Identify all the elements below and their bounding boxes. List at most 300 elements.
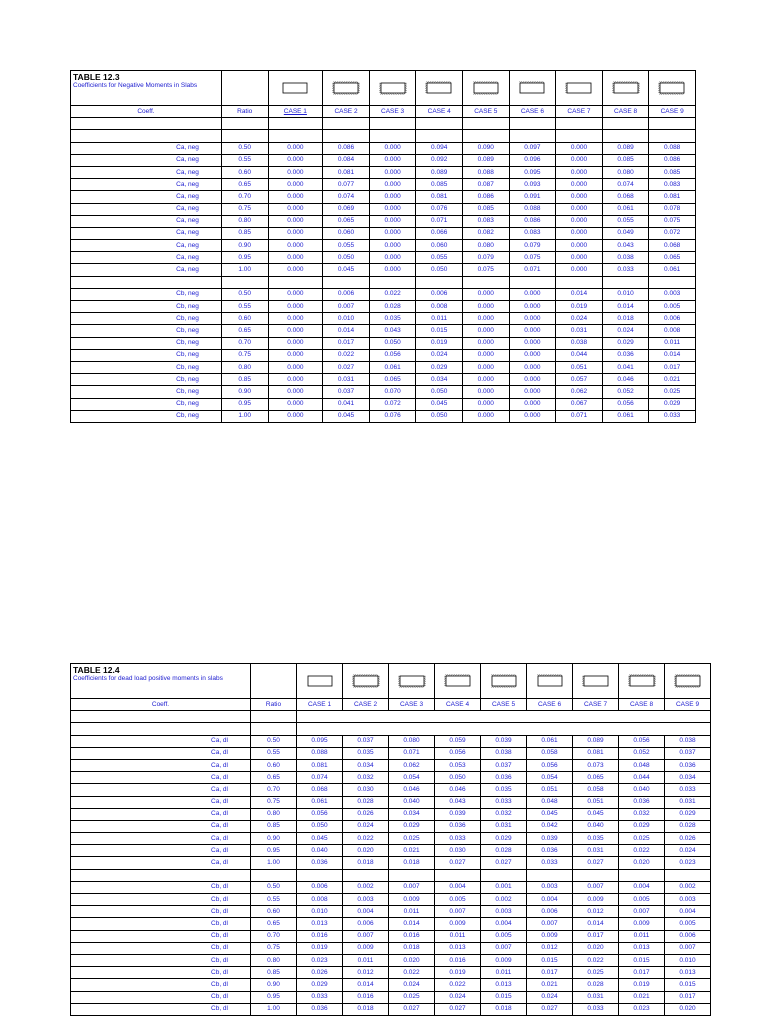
coefficient-value: 0.000 [268,227,323,239]
table-row [71,735,711,747]
coefficient-value: 0.017 [619,967,665,979]
blank-cell [602,130,649,142]
coefficient-value: 0.002 [481,894,527,906]
coefficient-value: 0.014 [556,288,603,300]
case-header-label: CASE 8 [614,107,638,115]
case-symbol-cell [509,71,556,106]
coefficient-value: 0.007 [527,918,573,930]
coeff-label: Cb, dl [71,881,251,893]
simply-supported-slab-icon [281,81,309,95]
coefficient-value: 0.040 [389,796,435,808]
coefficient-value: 0.009 [343,942,389,954]
coefficient-value: 0.000 [509,398,556,410]
coefficient-value: 0.000 [509,361,556,373]
table-row [71,979,711,991]
coefficient-value: 0.026 [665,833,711,845]
coefficient-value: 0.049 [602,227,649,239]
blank-cell [71,711,251,723]
ratio-cell: 0.80 [221,215,268,227]
coefficient-value: 0.000 [462,410,509,422]
blank-cell [649,130,696,142]
coefficient-value: 0.032 [481,808,527,820]
blank-cell [416,276,463,288]
header-row [71,664,711,699]
case-symbol-cell [416,71,463,106]
coefficient-value: 0.031 [665,796,711,808]
table-row [71,349,696,361]
coeff-label: Ca, neg [71,240,222,252]
coefficient-value: 0.018 [389,857,435,869]
ratio-cell: 0.70 [251,930,297,942]
case-header [435,699,481,711]
ratio-cell: 0.55 [221,154,268,166]
table-12-4 [70,663,711,1016]
case-header-label: CASE 6 [520,107,544,115]
coefficient-value: 0.056 [297,808,343,820]
coefficient-value: 0.031 [556,325,603,337]
coefficient-value: 0.004 [665,906,711,918]
blank-row [71,869,711,881]
three-edges-continuous-slab-icon [612,81,640,95]
coefficient-value: 0.007 [389,881,435,893]
ratio-blank-cell [251,664,297,699]
table-row [71,930,711,942]
case-header-label: CASE 9 [660,107,684,115]
ratio-cell: 0.50 [251,735,297,747]
ratio-cell: 0.75 [251,942,297,954]
coefficient-value: 0.034 [416,374,463,386]
coeff-label: Ca, dl [71,759,251,771]
column-header-row [71,699,711,711]
coefficient-value: 0.011 [435,930,481,942]
coefficient-value: 0.000 [509,313,556,325]
coefficient-value: 0.097 [509,142,556,154]
coefficient-value: 0.085 [416,179,463,191]
coefficient-value: 0.071 [389,747,435,759]
coefficient-value: 0.054 [527,772,573,784]
ratio-cell: 1.00 [221,264,268,276]
coefficient-value: 0.032 [619,808,665,820]
coefficient-value: 0.000 [369,179,416,191]
coeff-label: Ca, neg [71,191,222,203]
blank-cell [649,118,696,130]
coefficient-value: 0.000 [509,410,556,422]
coefficient-value: 0.044 [556,349,603,361]
coefficient-value: 0.055 [323,240,370,252]
coefficient-value: 0.019 [416,337,463,349]
coefficient-value: 0.014 [343,979,389,991]
coefficient-value: 0.031 [573,991,619,1003]
blank-cell [481,869,527,881]
blank-cell [509,276,556,288]
coefficient-value: 0.089 [602,142,649,154]
coefficient-value: 0.022 [435,979,481,991]
coefficient-value: 0.000 [268,361,323,373]
simply-supported-slab-icon [306,674,334,688]
coefficient-value: 0.039 [527,833,573,845]
blank-cell [323,276,370,288]
case-symbol-cell [435,664,481,699]
coefficient-value: 0.083 [509,227,556,239]
blank-cell [602,276,649,288]
coefficient-value: 0.086 [323,142,370,154]
long-edges-continuous-slab-icon [472,81,500,95]
coefficient-value: 0.018 [389,942,435,954]
coefficient-value: 0.019 [556,301,603,313]
one-short-edge-continuous-slab-icon [565,81,593,95]
coefficient-value: 0.020 [619,857,665,869]
coefficient-value: 0.050 [297,820,343,832]
ratio-cell: 0.70 [221,191,268,203]
coeff-label: Ca, dl [71,784,251,796]
ratio-header: Ratio [221,106,268,118]
coefficient-value: 0.065 [649,252,696,264]
coefficient-value: 0.029 [297,979,343,991]
coefficient-value: 0.007 [573,881,619,893]
blank-cell [251,711,297,723]
coefficient-value: 0.000 [268,264,323,276]
coefficient-value: 0.035 [343,747,389,759]
coefficient-value: 0.056 [619,735,665,747]
coefficient-value: 0.076 [369,410,416,422]
coefficient-value: 0.001 [481,881,527,893]
coeff-label: Cb, neg [71,361,222,373]
three-edges-long-continuous-slab-icon [658,81,686,95]
coefficient-value: 0.037 [343,735,389,747]
case-header [527,699,573,711]
coefficient-value: 0.013 [665,967,711,979]
coefficient-value: 0.086 [649,154,696,166]
table-row [71,1003,711,1015]
ratio-blank-cell [221,71,268,106]
table-row [71,906,711,918]
coefficient-value: 0.029 [602,337,649,349]
coefficient-value: 0.000 [268,386,323,398]
coefficient-value: 0.016 [435,954,481,966]
coefficient-value: 0.018 [343,857,389,869]
ratio-cell: 0.85 [221,227,268,239]
coeff-label: Cb, neg [71,386,222,398]
coefficient-value: 0.000 [369,252,416,264]
coefficient-value: 0.017 [665,991,711,1003]
coefficient-value: 0.015 [619,954,665,966]
coefficient-value: 0.027 [389,1003,435,1015]
coefficient-value: 0.000 [462,374,509,386]
coefficient-value: 0.052 [602,386,649,398]
coefficient-value: 0.045 [416,398,463,410]
coefficient-value: 0.051 [556,361,603,373]
case-symbol-cell [343,664,389,699]
coefficient-value: 0.038 [481,747,527,759]
blank-cell [323,118,370,130]
coeff-label: Cb, neg [71,374,222,386]
coefficient-value: 0.000 [462,288,509,300]
coefficient-value: 0.010 [665,954,711,966]
blank-cell [71,130,222,142]
case-header [297,699,343,711]
table-row [71,918,711,930]
coefficient-value: 0.071 [556,410,603,422]
three-edges-continuous-slab-icon [628,674,656,688]
table-row [71,227,696,239]
coeff-label: Cb, neg [71,288,222,300]
coefficient-value: 0.024 [602,325,649,337]
coefficient-value: 0.035 [573,833,619,845]
blank-cell [369,130,416,142]
case-symbol-cell [665,664,711,699]
coefficient-value: 0.031 [573,845,619,857]
table-row [71,386,696,398]
table-row [71,191,696,203]
coefficient-value: 0.000 [509,386,556,398]
coefficient-value: 0.000 [462,325,509,337]
coefficient-value: 0.014 [389,918,435,930]
blank-cell [221,118,268,130]
coefficient-value: 0.008 [297,894,343,906]
coefficient-value: 0.000 [268,288,323,300]
coefficient-value: 0.026 [343,808,389,820]
coeff-label: Cb, dl [71,894,251,906]
coefficient-value: 0.004 [527,894,573,906]
coefficient-value: 0.036 [297,1003,343,1015]
coeff-label: Ca, dl [71,772,251,784]
column-header-row [71,106,696,118]
coeff-label: Cb, dl [71,942,251,954]
coefficient-value: 0.007 [323,301,370,313]
coefficient-value: 0.000 [268,252,323,264]
case-symbol-cell [619,664,665,699]
ratio-cell: 0.90 [221,240,268,252]
coeff-label: Ca, neg [71,166,222,178]
coefficient-value: 0.013 [297,918,343,930]
table-row [71,881,711,893]
table-row [71,325,696,337]
coefficient-value: 0.035 [481,784,527,796]
coefficient-value: 0.000 [509,288,556,300]
case-symbol-cell [602,71,649,106]
coefficient-value: 0.007 [435,906,481,918]
coefficient-value: 0.009 [481,954,527,966]
coefficient-value: 0.011 [416,313,463,325]
case-header-label: CASE 6 [537,700,562,708]
coefficient-value: 0.070 [369,386,416,398]
blank-cell [665,869,711,881]
coefficient-value: 0.045 [573,808,619,820]
case-symbol-cell [297,664,343,699]
coefficient-value: 0.026 [297,967,343,979]
coefficient-value: 0.008 [416,301,463,313]
case-header [481,699,527,711]
coefficient-value: 0.036 [665,759,711,771]
coefficient-value: 0.003 [527,881,573,893]
coefficient-value: 0.033 [481,796,527,808]
coeff-label: Cb, dl [71,918,251,930]
blank-row [71,276,696,288]
coefficient-value: 0.000 [556,227,603,239]
coefficient-value: 0.061 [369,361,416,373]
coefficient-value: 0.019 [435,967,481,979]
corner-continuous-slab-icon [444,674,472,688]
coefficient-value: 0.000 [462,349,509,361]
coefficient-value: 0.028 [369,301,416,313]
coefficient-value: 0.000 [462,313,509,325]
coefficient-value: 0.035 [369,313,416,325]
coefficient-value: 0.023 [665,857,711,869]
coefficient-value: 0.029 [416,361,463,373]
coefficient-value: 0.039 [435,808,481,820]
coeff-label: Ca, neg [71,203,222,215]
coefficient-value: 0.027 [435,857,481,869]
coefficient-value: 0.017 [649,361,696,373]
coefficient-value: 0.040 [619,784,665,796]
one-long-edge-continuous-slab-icon [518,81,546,95]
table-row [71,374,696,386]
case-header [369,106,416,118]
ratio-cell: 0.55 [221,301,268,313]
case-symbol-cell [481,664,527,699]
coefficient-value: 0.037 [323,386,370,398]
coefficient-value: 0.000 [268,191,323,203]
coefficient-value: 0.021 [527,979,573,991]
coefficient-value: 0.020 [389,954,435,966]
coefficient-value: 0.051 [527,784,573,796]
table-row [71,179,696,191]
coefficient-value: 0.007 [343,930,389,942]
coefficient-value: 0.011 [389,906,435,918]
coefficient-value: 0.000 [268,374,323,386]
coefficient-value: 0.025 [389,991,435,1003]
coefficient-value: 0.000 [462,337,509,349]
coefficient-value: 0.066 [416,227,463,239]
coefficient-value: 0.068 [649,240,696,252]
coefficient-value: 0.000 [369,227,416,239]
coefficient-value: 0.036 [619,796,665,808]
coefficient-value: 0.016 [343,991,389,1003]
case-header [556,106,603,118]
coefficient-value: 0.017 [527,967,573,979]
coefficient-value: 0.011 [619,930,665,942]
coefficient-value: 0.041 [323,398,370,410]
all-edges-continuous-slab-icon [352,674,380,688]
coefficient-value: 0.081 [323,166,370,178]
case-symbol-cell [369,71,416,106]
coefficient-value: 0.081 [297,759,343,771]
coefficient-value: 0.085 [462,203,509,215]
coefficient-value: 0.044 [619,772,665,784]
coefficient-value: 0.014 [323,325,370,337]
blank-cell [221,276,268,288]
table-row [71,252,696,264]
case-header-label: CASE 7 [583,700,608,708]
blank-cell [556,276,603,288]
coefficient-value: 0.000 [462,386,509,398]
coefficient-value: 0.037 [665,747,711,759]
coefficient-value: 0.089 [462,154,509,166]
one-long-edge-continuous-slab-icon [536,674,564,688]
coefficient-value: 0.028 [665,820,711,832]
blank-cell [416,118,463,130]
coefficient-value: 0.024 [665,845,711,857]
blank-cell [251,723,297,735]
table-row [71,410,696,422]
coefficient-value: 0.009 [389,894,435,906]
table-row [71,264,696,276]
coefficient-value: 0.043 [602,240,649,252]
coeff-label: Ca, dl [71,808,251,820]
coefficient-value: 0.030 [343,784,389,796]
coefficient-value: 0.000 [556,179,603,191]
coefficient-value: 0.013 [619,942,665,954]
coefficient-value: 0.056 [435,747,481,759]
coefficient-value: 0.019 [619,979,665,991]
coeff-label: Cb, neg [71,398,222,410]
ratio-cell: 0.95 [221,398,268,410]
coefficient-value: 0.024 [556,313,603,325]
table-row [71,240,696,252]
coefficient-value: 0.061 [297,796,343,808]
coefficient-value: 0.037 [481,759,527,771]
coefficient-value: 0.034 [343,759,389,771]
blank-cell [649,276,696,288]
coeff-label: Cb, dl [71,906,251,918]
table-row [71,772,711,784]
coeff-label: Cb, neg [71,349,222,361]
coefficient-value: 0.073 [573,759,619,771]
coefficient-value: 0.080 [462,240,509,252]
coefficient-value: 0.061 [649,264,696,276]
three-edges-long-continuous-slab-icon [674,674,702,688]
case-symbol-cell [323,71,370,106]
coeff-label: Cb, dl [71,991,251,1003]
coefficient-value: 0.000 [556,240,603,252]
coefficient-value: 0.050 [416,264,463,276]
ratio-cell: 0.70 [221,337,268,349]
ratio-cell: 0.95 [221,252,268,264]
table-row [71,398,696,410]
coefficient-value: 0.050 [416,386,463,398]
case-header-label: CASE 2 [334,107,358,115]
case-header-label: CASE 7 [567,107,591,115]
table-row [71,833,711,845]
coefficient-value: 0.092 [416,154,463,166]
ratio-cell: 0.80 [251,808,297,820]
coefficient-value: 0.048 [527,796,573,808]
coefficient-value: 0.025 [649,386,696,398]
coefficient-value: 0.084 [323,154,370,166]
ratio-cell: 0.65 [251,918,297,930]
coefficient-value: 0.006 [343,918,389,930]
coeff-label: Cb, dl [71,967,251,979]
ratio-cell: 0.90 [251,833,297,845]
coefficient-value: 0.061 [602,410,649,422]
coeff-label: Ca, dl [71,796,251,808]
blank-cell [573,869,619,881]
coefficient-value: 0.079 [462,252,509,264]
blank-cell [297,723,711,735]
coefficient-value: 0.067 [556,398,603,410]
coefficient-value: 0.042 [527,820,573,832]
table-row [71,796,711,808]
blank-cell [71,723,251,735]
table-row [71,154,696,166]
coefficient-value: 0.005 [619,894,665,906]
coefficient-value: 0.038 [665,735,711,747]
blank-cell [619,869,665,881]
coefficient-value: 0.079 [509,240,556,252]
coefficient-value: 0.075 [649,215,696,227]
case-symbol-cell [527,664,573,699]
coefficient-value: 0.018 [343,1003,389,1015]
